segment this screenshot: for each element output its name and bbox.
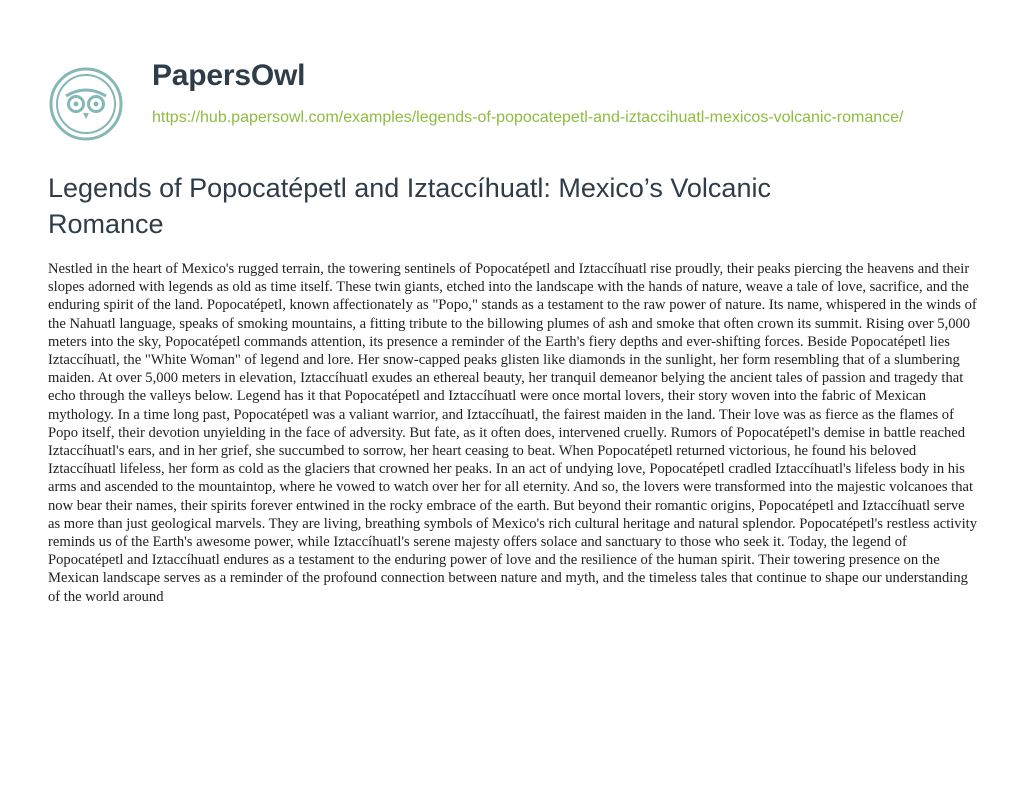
- source-url-link[interactable]: https://hub.papersowl.com/examples/legends-of-popocatepetl-and-iztaccihuatl-mexicos-volcanic-romance/: [152, 109, 904, 126]
- owl-logo-icon: [48, 66, 124, 142]
- article-title: Legends of Popocatépetl and Iztaccíhuatl: Mexico’s Volcanic Romance: [48, 173, 771, 239]
- article-body: Nestled in the heart of Mexico's rugged terrain, the towering sentinels of Popocatépetl and Iztaccíhuatl rise proudly, their peaks piercing the heavens and their slopes adorned with legends as old as time itself. These twin giants, etched into the landscape with the hands of nature, weave a tale of love, sacrifice, and the enduring spirit of the land. Popocatépetl, known affectionately as "Popo," stands as a testament to the raw power of nature. Its name, whispered in the winds of the Nahuatl language, speaks of smoking mountains, a fitting tribute to the billowing plumes of ash and smoke that often crown its summit. Rising over 5,000 meters into the sky, Popocatépetl commands attention, its presence a reminder of the Earth's fiery depths and ever-shifting forces. Beside Popocatépetl lies Iztaccíhuatl, the "White Woman" of legend and lore. Her snow-capped peaks glisten like diamonds in the sunlight, her form resembling that of a slumbering maiden. At over 5,000 meters in elevation, Iztaccíhuatl exudes an ethereal beauty, her tranquil demeanor belying the ancient tales of passion and tragedy that echo through the valleys below. Legend has it that Popocatépetl and Iztaccíhuatl were once mortal lovers, their story woven into the fabric of Mexican mythology. In a time long past, Popocatépetl was a valiant warrior, and Iztaccíhuatl, the fairest maiden in the land. Their love was as fierce as the flames of Popo itself, their devotion unyielding in the face of adversity. But fate, as it often does, intervened cruelly. Rumors of Popocatépetl's demise in battle reached Iztaccíhuatl's ears, and in her grief, she succumbed to sorrow, her heart ceasing to beat. When Popocatépetl returned victorious, he found his beloved Iztaccíhuatl lifeless, her form as cold as the glaciers that crowned her peaks. In an act of undying love, Popocatépetl cradled Iztaccíhuatl's lifeless body in his arms and ascended to the mountaintop, where he vowed to watch over her for all eternity. And so, the lovers were transformed into the majestic volcanoes that now bear their names, their spirits forever entwined in the rocky embrace of the earth. But beyond their romantic origins, Popocatépetl and Iztaccíhuatl serve as more than just geological marvels. They are living, breathing symbols of Mexico's rich cultural heritage and natural splendor. Popocatépetl's restless activity reminds us of the Earth's awesome power, while Iztaccíhuatl's serene majesty offers solace and sanctuary to those who seek it. Today, the legend of Popocatépetl and Iztaccíhuatl endures as a testament to the enduring power of love and the resilience of the human spirit. Their towering presence on the Mexican landscape serves as a reminder of the profound connection between nature and myth, and the timeless tales that continue to shape our understanding of the world around: [48, 261, 978, 605]
- brand-name: PapersOwl: [152, 59, 306, 92]
